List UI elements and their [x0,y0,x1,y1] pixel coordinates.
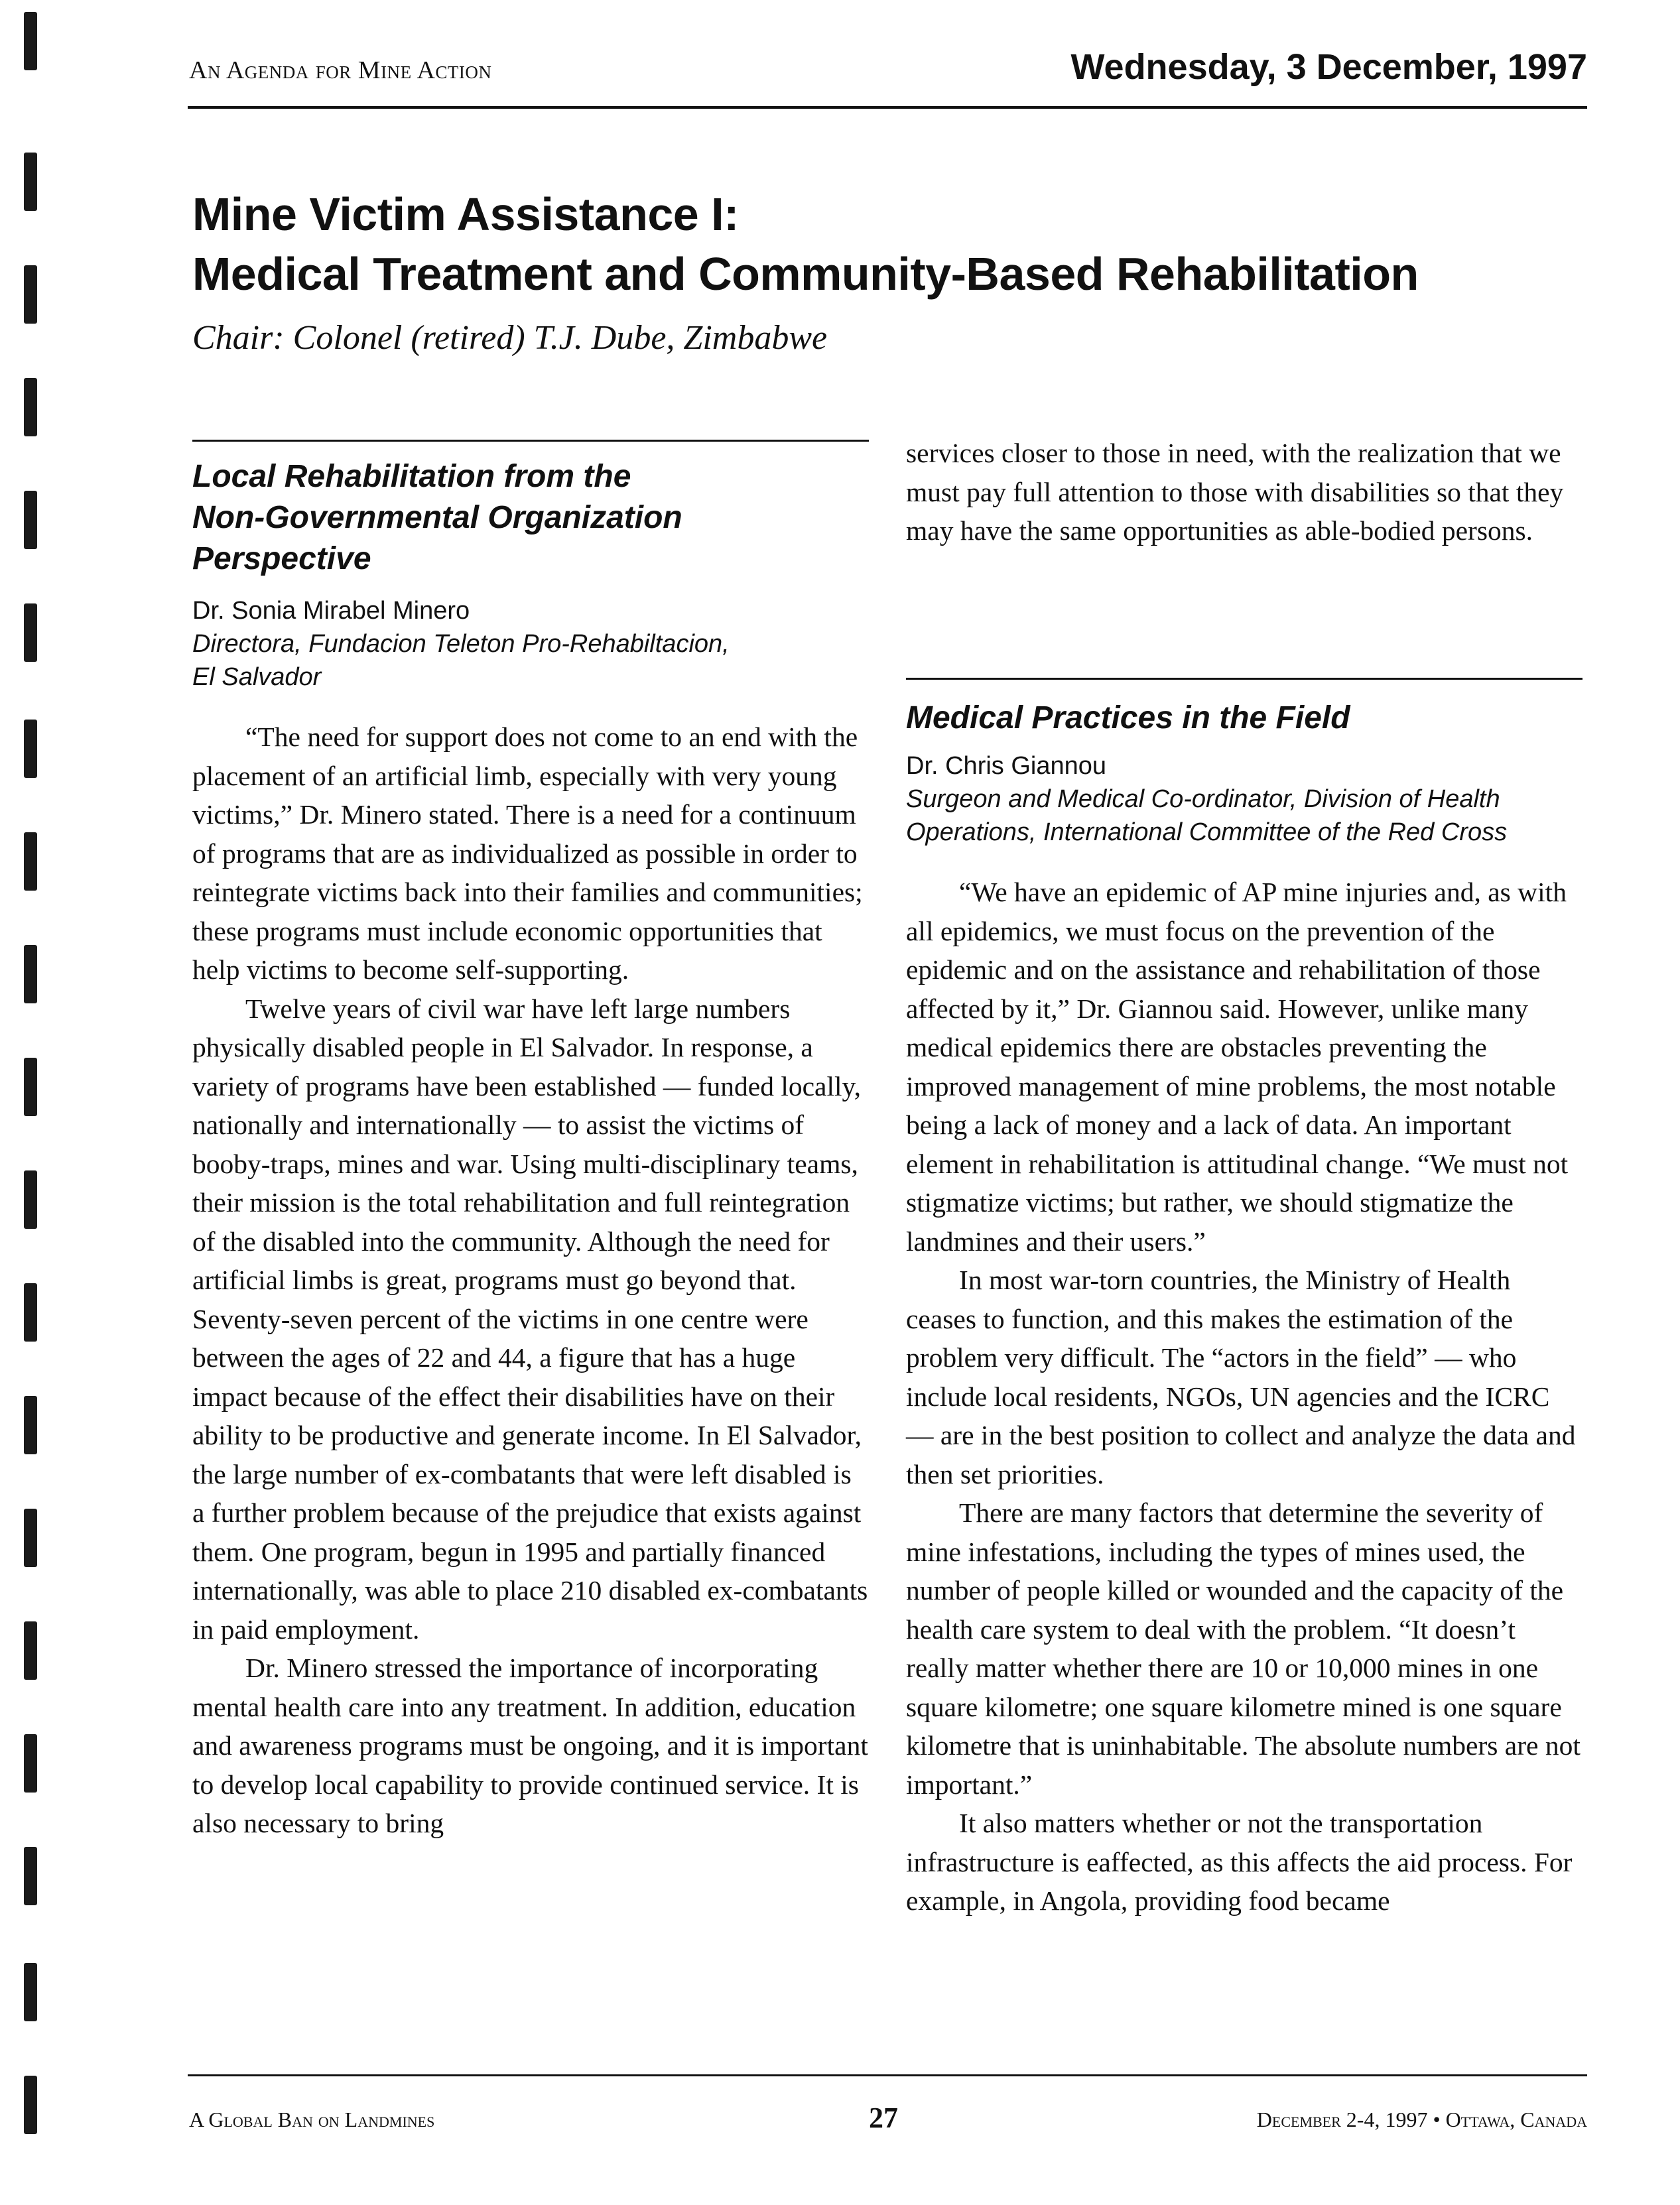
right-section-rule [906,678,1583,680]
footer-event-date: December 2-4, 1997 • Ottawa, Canada [1256,2108,1587,2131]
page-number: 27 [869,2102,898,2134]
right-section [906,688,1583,1921]
binder-hole [24,2076,37,2134]
binder-hole [24,945,37,1003]
left-column [192,431,869,1843]
binder-hole [24,603,37,662]
body-paragraph: “We have an epidemic of AP mine injuries and, as with all epidemics, we must focus on the prevention of the epidemic and on the assistance and rehabilitation of those affected by it,” Dr. Giannou said. However, unlike many medical epidemics there are obstacles preventing the improved management of mine problems, the most notable being a lack of money and a lack of data. An important element in rehabilitation is attitudinal change. “We must not stigmatize victims; but rather, we should stigmatize the landmines and their users.” [906,877,1569,1257]
session-title [192,184,1419,304]
session-chair: Chair: Colonel (retired) T.J. Dube, Zimbabwe [192,319,828,357]
binder-hole [24,1734,37,1793]
binder-hole [24,265,37,324]
section-title-line: Perspective [192,541,371,576]
binder-hole [24,1963,37,2021]
affiliation-line: Operations, International Committee of the Red Cross [906,818,1508,846]
affiliation-line: Directora, Fundacion Teleton Pro-Rehabiltacion, [192,630,730,658]
binder-hole [24,12,37,70]
body-paragraph: It also matters whether or not the transportation infrastructure is eaffected, as this affects the aid process. For example, in Angola, providing food became [906,1808,1573,1916]
body-paragraph: Dr. Minero stressed the importance of incorporating mental health care into any treatment. In addition, education and awareness programs must be ongoing, and it is important to develop local capability to provide continued service. It is also necessary to bring [192,1653,868,1838]
binder-hole [24,491,37,549]
section-title-local-rehabilitation [192,456,869,580]
continued-paragraph: services closer to those in need, with the realization that we must pay full attention to those with disabilities so that they may have the same opportunities as able-bodied persons. [906,438,1564,546]
section-title-line: Non-Governmental Organization [192,500,682,535]
body-paragraph: There are many factors that determine the severity of mine infestations, including the types of mines used, the number of people killed or wounded and the capacity of the health care system to deal with the problem. “It doesn’t really matter whether there are 10 or 10,000 mines in one square kilometre; one square kilometre mined is one square kilometre that is uninhabitable. The absolute numbers are not important.” [906,1497,1581,1800]
affiliation-line: El Salvador [192,663,322,691]
section-title-medical-practices: Medical Practices in the Field [906,700,1350,735]
binder-hole [24,153,37,211]
running-header-title: An Agenda for Mine Action [189,56,492,84]
body-paragraph: “The need for support does not come to an end with the placement of an artificial limb, especially with very young victims,” Dr. Minero stated. There is a need for a continuum of programs that are as individualized as possible in order to reintegrate victims back into their families and communities; these programs must include economic opportunities that help victims to become self-supporting. [192,722,863,985]
binder-hole [24,1058,37,1116]
session-title-line-2: Medical Treatment and Community-Based Rehabilitation [192,248,1419,300]
binder-hole [24,1283,37,1342]
author-name: Dr. Chris Giannou [906,752,1107,780]
body-paragraph: In most war-torn countries, the Ministry of Health ceases to function, and this makes the estimation of the problem very difficult. The “actors in the field” — who include local residents, NGOs, UN agencies and the ICRC — are in the best position to collect and analyze the data and then set priorities. [906,1265,1576,1489]
author-affiliation [906,783,1583,849]
affiliation-line: Surgeon and Medical Co-ordinator, Division of Health [906,785,1500,813]
right-column [906,434,1583,550]
binder-hole [24,378,37,436]
binder-hole [24,1396,37,1454]
section-title-line: Local Rehabilitation from the [192,459,631,494]
binder-hole [24,1170,37,1229]
binder-hole [24,832,37,891]
footer-publication: A Global Ban on Landmines [189,2108,435,2131]
header-rule [188,106,1587,109]
binder-hole [24,1509,37,1567]
author-name: Dr. Sonia Mirabel Minero [192,597,470,625]
binder-hole [24,1621,37,1680]
footer-rule [188,2074,1587,2076]
running-header-date: Wednesday, 3 December, 1997 [1070,47,1587,87]
session-title-line-1: Mine Victim Assistance I: [192,188,739,240]
author-affiliation [192,627,869,694]
binder-hole [24,1847,37,1905]
binder-hole [24,720,37,778]
body-paragraph: Twelve years of civil war have left large numbers physically disabled people in El Salvador. In response, a variety of programs have been established — funded locally, nationally and internationally — to assist the victims of booby-traps, mines and war. Using multi-disciplinary teams, their mission is the total rehabilitation and full reintegration of the disabled into the community. Although the need for artificial limbs is great, programs must go beyond that. Seventy-seven percent of the victims in one centre were between the ages of 22 and 44, a figure that has a huge impact because of the effect their disabilities have on their ability to be productive and generate income. In El Salvador, the large number of ex-combatants that were left disabled is a further problem because of the prejudice that exists against them. One program, begun in 1995 and partially financed internationally, was able to place 210 disabled ex-combatants in paid employment. [192,993,868,1645]
